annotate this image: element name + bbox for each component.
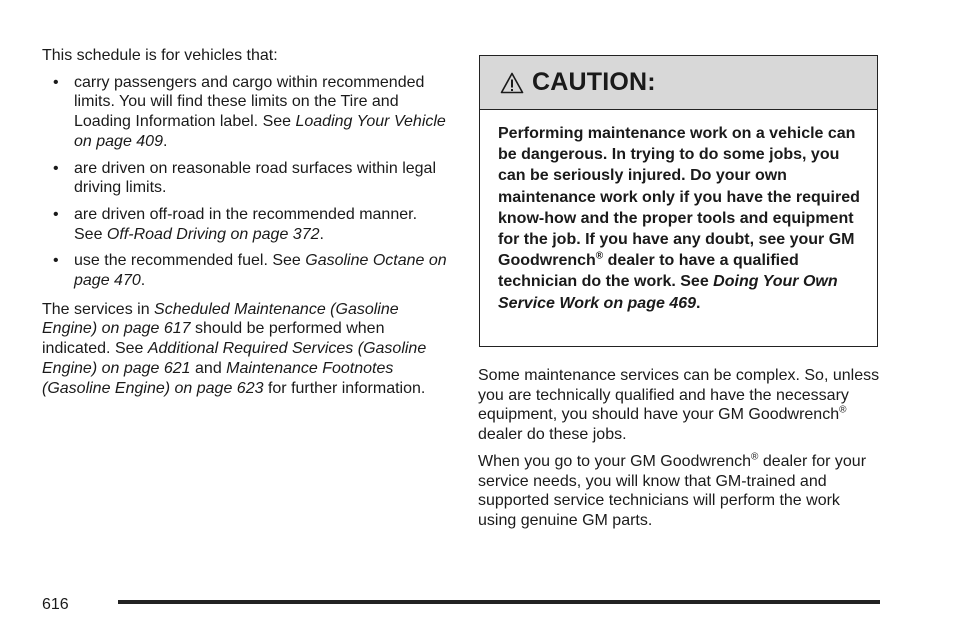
bullet-icon: • [53,159,59,177]
registered-mark: ® [839,405,847,417]
caution-title: CAUTION: [532,68,656,96]
warning-triangle-icon [500,72,524,94]
caution-header [480,56,877,110]
complex-services-paragraph: Some maintenance services can be complex. So, unless you are technically qualified and have the necessary equipment, you should have your GM Goodwrench® dealer do these jobs. [478,367,880,444]
list-item: • use the recommended fuel. See Gasoline Octane on page 470. [53,252,447,290]
bullet-icon: • [53,205,59,223]
list-item: • are driven off-road in the recommended manner. See Off-Road Driving on page 372. [53,205,418,243]
registered-mark: ® [595,250,604,262]
page-reference: Loading Your Vehicle on page 409 [74,113,446,150]
registered-mark: ® [751,451,759,463]
list-item: • are driven on reasonable road surfaces within legal driving limits. [53,159,436,197]
services-paragraph: The services in Scheduled Maintenance (Gasoline Engine) on page 617 should be performed when indicated. See Additional Required Services (Gasoline Engine) on page 621 and Maintenance Footnotes (Gasoline Engine) on page 623 for further information. [42,300,427,397]
page-reference: Maintenance Footnotes (Gasoline Engine) on page 623 [42,359,394,397]
page-number: 616 [42,596,69,613]
vehicle-conditions-list [42,73,447,291]
page-reference: Off-Road Driving on page 372 [106,225,320,243]
page-reference: Gasoline Octane on page 470 [74,252,447,290]
left-column [42,46,447,398]
bullet-icon: • [53,73,59,91]
caution-box [479,55,878,347]
caution-text: Performing maintenance work on a vehicle can be dangerous. In trying to do some jobs, you can be seriously injured. Do your own maintenance work only if you have the required know-how and the proper tools and equipment for the job. If you have any doubt, see your GM Goodwrench® dealer to have a qualified technician do the work. See Doing Your Own Service Work on page 469. [498,125,860,312]
footer-rule [118,600,880,604]
page-reference: Additional Required Services (Gasoline Engine) on page 621 [42,340,427,377]
bullet-icon: • [53,252,59,270]
page-reference: Scheduled Maintenance (Gasoline Engine) on page 617 [42,300,399,338]
page-reference: Doing Your Own Service Work on page 469 [498,273,838,312]
right-column [478,366,880,531]
list-item: • carry passengers and cargo within recommended limits. You will find these limits on the Tire and Loading Information label. See Loading Your Vehicle on page 409. [53,73,446,150]
dealer-paragraph: When you go to your GM Goodwrench® dealer for your service needs, you will know that GM-trained and supported service technicians will perform the work using genuine GM parts. [478,451,867,529]
intro-text: This schedule is for vehicles that: [42,47,278,64]
